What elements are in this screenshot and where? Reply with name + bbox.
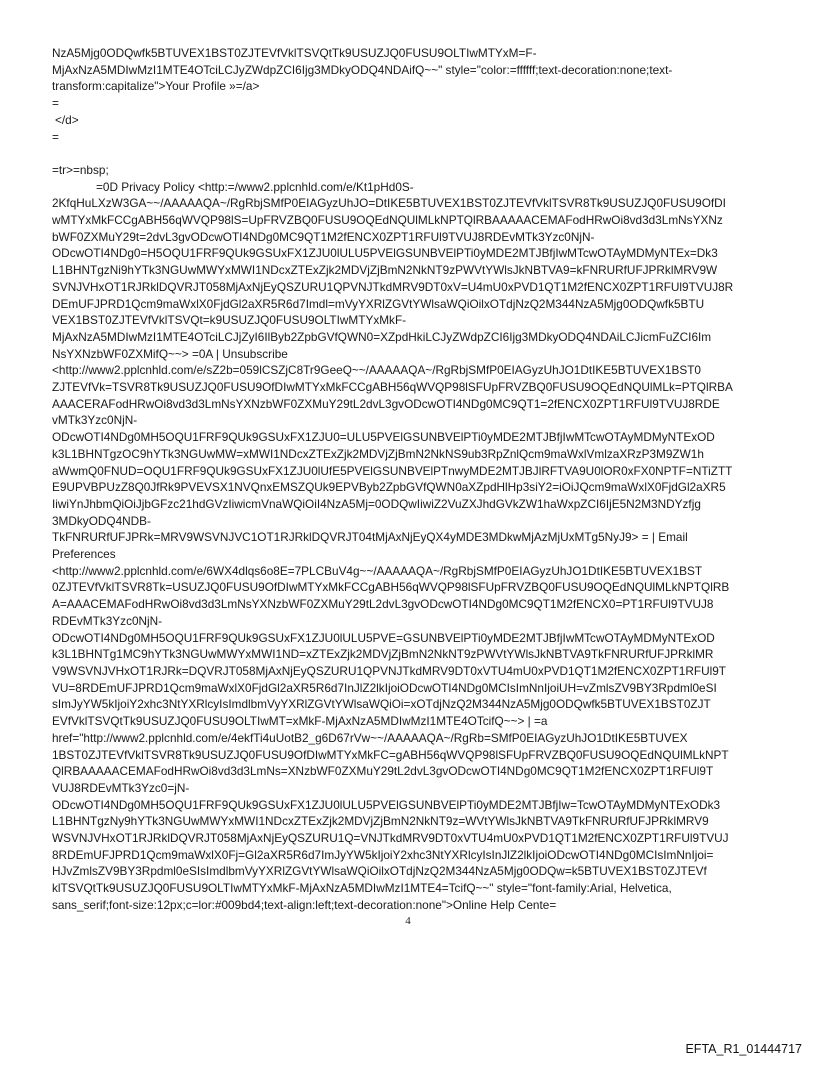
text-line: NzA5Mjg0ODQwfk5BTUVEX1BST0ZJTEVfVklTSVQtTk9USUZJQ0FUSU9OLTIwMTYxM=F- <box>52 46 537 60</box>
text-line: DEmUFJPRD1Qcm9maWxlX0FjdGl2aXR5R6d7Imdl=mVyYXRlZGVtYWlsaWQiOilxOTdjNzQ2M344NzA5Mjg0ODQwfk5BTU <box>52 296 705 311</box>
text-line: NsYXNzbWF0ZXMifQ~~> =0A | Unsubscribe <box>52 346 288 361</box>
text-line: L1BHNTgzNy9hYTk3NGUwMWYxMWI1NDcxZTExZjk2MDVjZjBmN2NkNT9z=WVtYWlsJkNBTVA9TkFNRURfUFJPRklMRV9 <box>52 814 709 829</box>
text-line: aWwmQ0FNUD=OQU1FRF9QUk9GSUxFX1ZJU0lUfE5PVElGSUNBVElPTnwyMDE2MTJBJlRFTVA9U0lOR0xFX0NPTF=NTiZTT <box>52 463 733 478</box>
text-line: href="http://www2.pplcnhld.com/e/4ekfTi4uUotB2_g6D67rVw~~/AAAAAQA~/RgRb=SMfP0EIAGyzUhJO1DtIKE5BTUVEX <box>52 730 688 745</box>
text-line: WSVNJVHxOT1RJRklDQVRJT058MjAxNjEyQSZURU1Q=VNJTkdMRV9DT0xVTU4mU0xPVD1QT1M2fENCX0ZPT1RFUl9TVUJ <box>52 831 729 846</box>
text-line: k3L1BHNTg1MC9hYTk3NGUwMWYxMWI1ND=xZTExZjk2MDVjZjBmN2NkNT9zPWVtYWlsJkNBTVA9TkFNRURfUFJPRklMR <box>52 647 714 662</box>
text-line: HJvZmlsZV9BY3Rpdml0eSIsImdlbmVyYXRlZGVtYWlsaWQiOilxOTdjNzQ2M344NzA5Mjg0ODQw=k5BTUVEX1BST0ZJTEVf <box>52 864 707 879</box>
text-line: ODcwOTI4NDg0MH5OQU1FRF9QUk9GSUxFX1ZJU0=ULU5PVElGSUNBVElPTi0yMDE2MTJBfjIwMTcwOTAyMDMyNTExOD <box>52 430 715 445</box>
text-line: wMTYxMkFCCgABH56qWVQP98lS=UpFRVZBQ0FUSU9OQEdNQUlMLkNPTQlRBAAAAACEMAFodHRwOi8vd3d3LmNsYXNz <box>52 213 723 228</box>
text-line: V9WSVNJVHxOT1RJRk=DQVRJT058MjAxNjEyQSZURU1QPVNJTkdMRV9DT0xVTU4mU0xPVD1QT1M2fENCX0ZPT1RFUl9T <box>52 664 726 678</box>
text-line: EVfVklTSVQtTk9USUZJQ0FUSU9OLTIwMT=xMkF-MjAxNzA5MDIwMzI1MTE4OTcifQ~~> | =a <box>52 714 548 729</box>
page-number: 4 <box>405 915 411 927</box>
text-line: E9UPVBPUzZ8Q0JfRk9PVEVSX1NVQnxEMSZQUk9EPVByb2ZpbGVfQWN0aXZpdHlHp3siY2=iOiJQcm9maWxlX0FjdGl2aXR5 <box>52 480 726 495</box>
text-line: Preferences <box>52 547 116 562</box>
text-line: bWF0ZXMuY29t=2dvL3gvODcwOTI4NDg0MC9QT1M2fENCX0ZPT1RFUl9TVUJ8RDEvMTk3Yzc0NjN- <box>52 229 595 244</box>
text-line: <http://www2.pplcnhld.com/e/6WX4dlqs6o8E=7PLCBuV4g~~/AAAAAQA~/RgRbjSMfP0EIAGyzUhJO1DtIKE5BTUVEX1BST <box>52 563 703 578</box>
text-line: ODcwOTI4NDg0MH5OQU1FRF9QUk9GSUxFX1ZJU0lULU5PVE=GSUNBVElPTi0yMDE2MTJBfjIwMTcwOTAyMDMyNTExOD <box>52 630 715 645</box>
text-line: SVNJVHxOT1RJRklDQVRJT058MjAxNjEyQSZURU1QPVNJTkdMRV9DT0xV=U4mU0xPVD1QT1M2fENCX0ZPT1RFUl9TVUJ8R <box>52 279 734 294</box>
text-line: AAACERAFodHRwOi8vd3d3LmNsYXNzbWF0ZXMuY29tL2dvL3gvODcwOTI4NDg0MC9QT1=2fENCX0ZPT1RFUl9TVUJ8RDE <box>52 396 720 411</box>
text-line: RDEvMTk3Yzc0NjN- <box>52 613 163 628</box>
text-line: ODcwOTI4NDg0=H5OQU1FRF9QUk9GSUxFX1ZJU0lULU5PVElGSUNBVElPTi0yMDE2MTJBfjIwMTcwOTAyMDMyNTEx=Dk3 <box>52 246 718 261</box>
text-line: = <box>52 129 59 144</box>
text-line: =0D Privacy Policy <http:=/www2.pplcnhld.com/e/Kt1pHd0S- <box>96 179 414 194</box>
text-line: <http://www2.pplcnhld.com/e/sZ2b=059lCSZjC8Tr9GeeQ~~/AAAAAQA~/RgRbjSMfP0EIAGyzUhJO1DtIKE5BTUVEX1BST0 <box>52 363 701 378</box>
text-line <box>52 145 764 162</box>
text-line: 8RDEmUFJPRD1Qcm9maWxlX0Fj=Gl2aXR5R6d7ImJyYW5kIjoiY2xhc3NtYXRlcyIsInJlZ2lkIjoiODcwOTI4NDg0MCIsImNnIjoi= <box>52 847 714 862</box>
text-line: klTSVQtTk9USUZJQ0FUSU9OLTIwMTYxMkF-MjAxNzA5MDIwMzI1MTE4=TcifQ~~" style="font-family:Arial, Helvetica, <box>52 881 672 896</box>
text-line: A=AAACEMAFodHRwOi8vd3d3LmNsYXNzbWF0ZXMuY29tL2dvL3gvODcwOTI4NDg0MC9QT1M2fENCX0=PT1RFUl9TVUJ8 <box>52 597 714 612</box>
text-line: MjAxNzA5MDIwMzI1MTE4OTciLCJjZyI6IlByb2ZpbGVfQWN0=XZpdHkiLCJyZWdpZCI6Ijg3MDkyODQ4NDAiLCJicmFuZCI6Im <box>52 329 712 344</box>
text-line: VEX1BST0ZJTEVfVklTSVQt=k9USUZJQ0FUSU9OLTIwMTYxMkF- <box>52 313 407 328</box>
text-line: MjAxNzA5MDIwMzI1MTE4OTciLCJyZWdpZCI6Ijg3MDkyODQ4NDAifQ~~" style="color:=ffffff;text-decoration:none;text- <box>52 62 673 77</box>
text-line: =tr>=nbsp; <box>52 162 109 177</box>
text-line: VU=8RDEmUFJPRD1Qcm9maWxlX0FjdGl2aXR5R6d7InJlZ2lkIjoiODcwOTI4NDg0MCIsImNnIjoiUH=vZmlsZV9BY3Rpdml0eSI <box>52 680 717 695</box>
text-line: VUJ8RDEvMTk3Yzc0=jN- <box>52 780 190 795</box>
text-line: L1BHNTgzNi9hYTk3NGUwMWYxMWI1NDcxZTExZjk2MDVjZjBmN2NkNT9zPWVtYWlsJkNBTVA9=kFNRURfUFJPRklMRV9W <box>52 263 718 278</box>
text-line: ODcwOTI4NDg0MH5OQU1FRF9QUk9GSUxFX1ZJU0lULU5PVElGSUNBVElPTi0yMDE2MTJBfjIw=TcwOTAyMDMyNTExODk3 <box>52 797 721 812</box>
text-line: sImJyYW5kIjoiY2xhc3NtYXRlcyIsImdlbmVyYXRlZGVtYWlsaWQiOi=xOTdjNzQ2M344NzA5Mjg0ODQwfk5BTUVEX1BST0ZJT <box>52 697 711 712</box>
text-line: </d> <box>55 112 79 127</box>
text-line: IiwiYnJhbmQiOiJjbGFzc21hdGVzIiwicmVnaWQiOiI4NzA5Mj=0ODQwIiwiZ2VuZXJhdGVkZW1haWxpZCI6IjE5N2M3NDYzfjg <box>52 496 701 511</box>
text-line: = <box>52 96 59 111</box>
text-line: 0ZJTEVfVklTSVR8Tk=USUZJQ0FUSU9OfDIwMTYxMkFCCgABH56qWVQP98lSFUpFRVZBQ0FUSU9OQEdNQUlMLkNPTQlRB <box>52 580 730 595</box>
text-line: sans_serif;font-size:12px;c=lor:#009bd4;text-align:left;text-decoration:none">Online Help Cente= <box>52 897 557 912</box>
text-line: 3MDkyODQ4NDB- <box>52 513 151 528</box>
text-line: vMTk3Yzc0NjN- <box>52 413 138 428</box>
text-line: k3L1BHNTgzOC9hYTk3NGUwMW=xMWI1NDcxZTExZjk2MDVjZjBmN2NkNS9ub3RpZnlQcm9maWxlVmlzaXRzP3M9ZW1h <box>52 446 704 461</box>
text-line: 2KfqHuLXzW3GA~~/AAAAAQA~/RgRbjSMfP0EIAGyzUhJO=DtIKE5BTUVEX1BST0ZJTEVfVklTSVR8Tk9USUZJQ0FUSU9OfDI <box>52 196 726 211</box>
text-line: 1BST0ZJTEVfVklTSVR8Tk9USUZJQ0FUSU9OfDIwMTYxMkFC=gABH56qWVQP98lSFUpFRVZBQ0FUSU9OQEdNQUlMLkNPT <box>52 747 729 762</box>
email-source-text <box>52 45 764 914</box>
document-id: EFTA_R1_01444717 <box>685 1042 802 1056</box>
text-line: TkFNRURfUFJPRk=MRV9WSVNJVC1OT1RJRklDQVRJT04tMjAxNjEyQX4yMDE3MDkwMjAzMjUxMTg5NyJ9> = | Email <box>52 530 688 545</box>
text-line: ZJTEVfVk=TSVR8Tk9USUZJQ0FUSU9OfDIwMTYxMkFCCgABH56qWVQP98lSFUpFRVZBQ0FUSU9OQEdNQUlMLk=PTQlRBA <box>52 380 733 395</box>
text-line: QlRBAAAAACEMAFodHRwOi8vd3d3LmNs=XNzbWF0ZXMuY29tL2dvL3gvODcwOTI4NDg0MC9QT1M2fENCX0ZPT1RFUl9T <box>52 764 714 779</box>
text-line: transform:capitalize">Your Profile »=/a> <box>52 79 260 94</box>
